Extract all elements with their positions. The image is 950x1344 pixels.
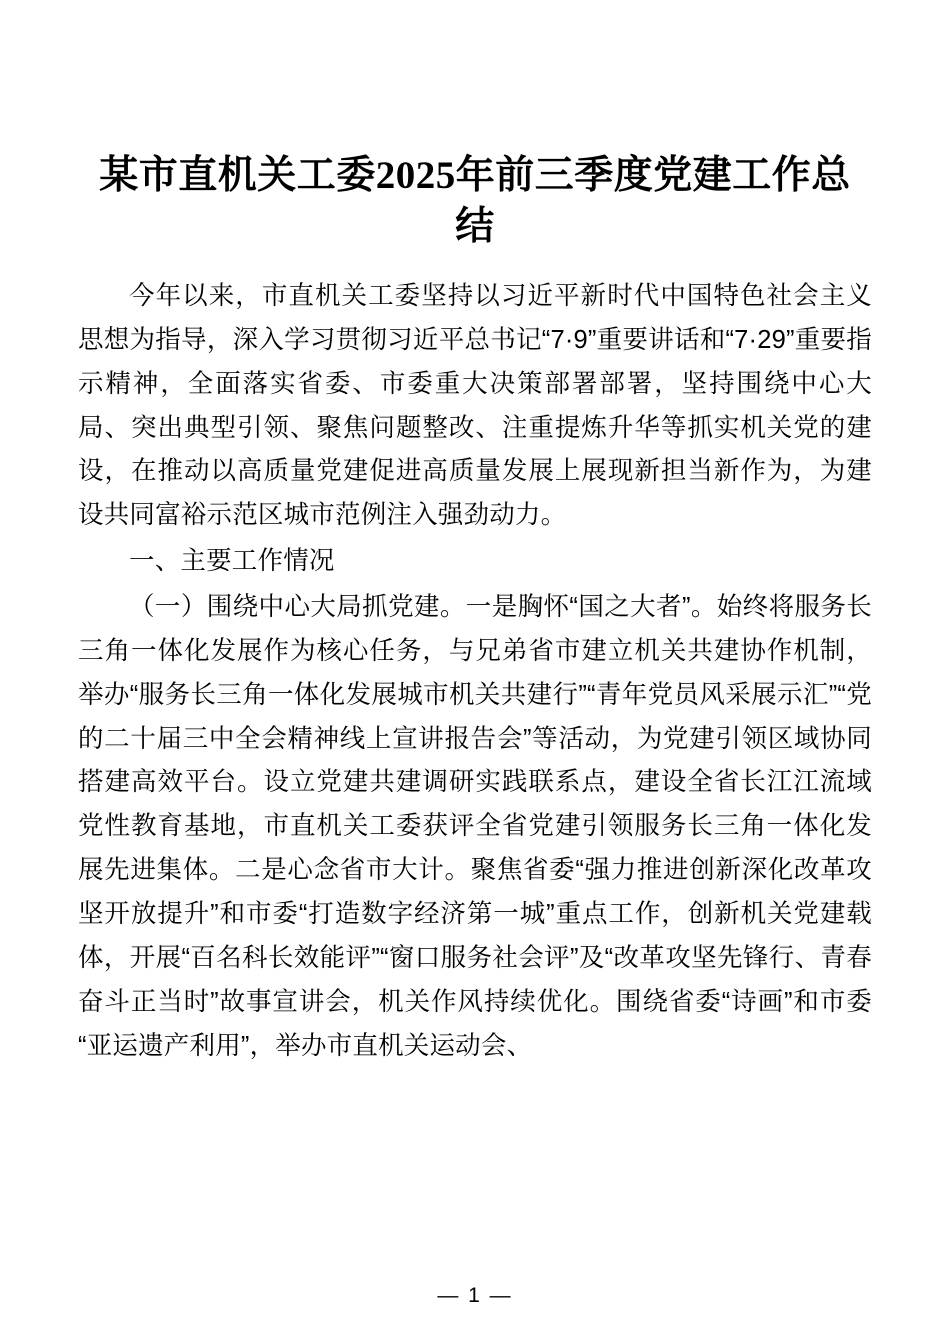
paragraph-subsection-one: （一）围绕中心大局抓党建。一是胸怀“国之大者”。始终将服务长三角一体化发展作为核心任务，与兄弟省市建立机关共建协作机制，举办“服务长三角一体化发展城市机关共建行”“青年党员风采展示汇”“党的二十届三中全会精神线上宣讲报告会”等活动，为党建引领区域协同搭建高效平台。设立党建共建调研实践联系点，建设全省长江江流域党性教育基地，市直机关工委获评全省党建引领服务长三角一体化发展先进集体。二是心念省市大计。聚焦省委“强力推进创新深化改革攻坚开放提升”和市委“打造数字经济第一城”重点工作，创新机关党建载体，开展“百名科长效能评”“窗口服务社会评”及“改革攻坚先锋行、青春奋斗正当时”故事宣讲会，机关作风持续优化。围绕省委“诗画”和市委“亚运遗产利用”，举办市直机关运动会、 (78, 592, 872, 1060)
paragraph-section-heading: 一、主要工作情况 (129, 547, 335, 576)
page-number: — 1 — (437, 1284, 513, 1307)
paragraph-intro: 今年以来，市直机关工委坚持以习近平新时代中国特色社会主义思想为指导，深入学习贯彻习近平总书记“7·9”重要讲话和“7·29”重要指示精神，全面落实省委、市委重大决策部署部署，坚持围绕中心大局、突出典型引领、聚焦问题整改、注重提炼升华等抓实机关党的建设，在推动以高质量党建促进高质量发展上展现新担当新作为，为建设共同富裕示范区城市范例注入强劲动力。 (78, 281, 872, 530)
page-title: 某市直机关工委2025年前三季度党建工作总结 (99, 154, 851, 249)
